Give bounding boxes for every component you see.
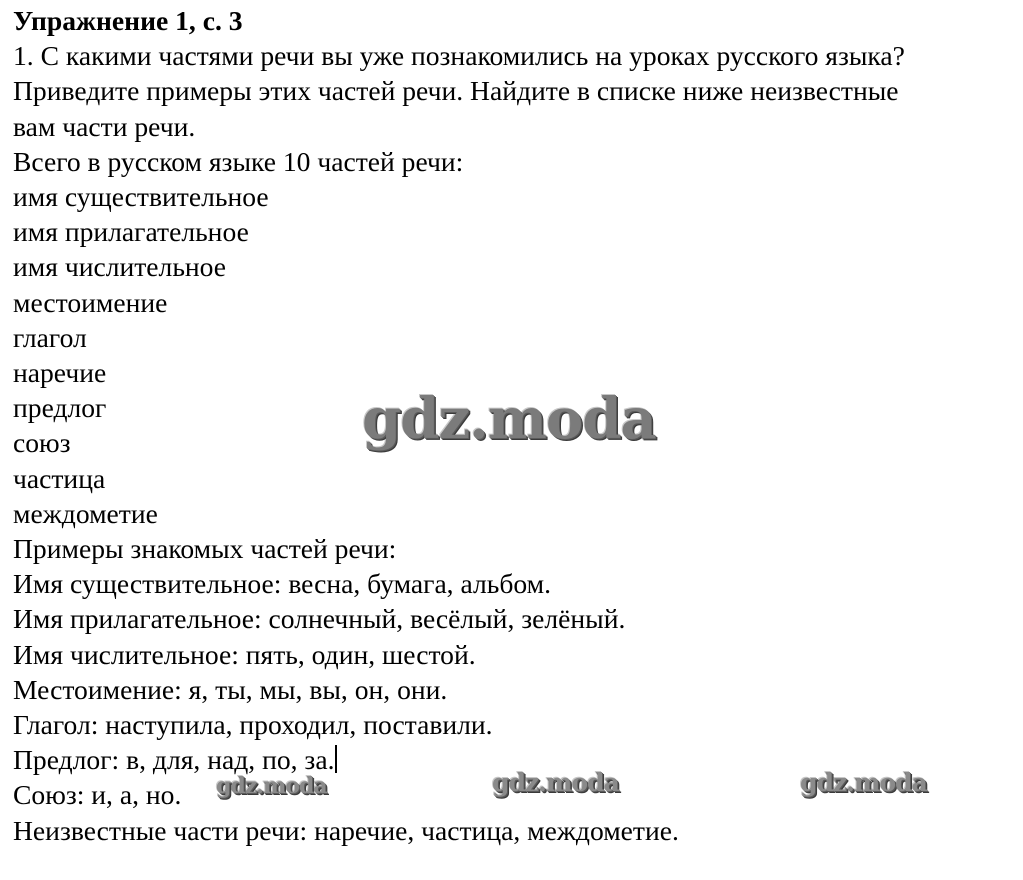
list-item: предлог [13, 392, 107, 424]
example-line: Имя прилагательное: солнечный, весёлый, зелёный. [13, 603, 626, 635]
watermark-bottom-2: gdz.moda [492, 768, 619, 797]
examples-heading: Примеры знакомых частей речи: [13, 533, 397, 565]
task-text-line-2: Приведите примеры этих частей речи. Найдите в списке ниже неизвестные [13, 75, 899, 107]
list-item: междометие [13, 497, 158, 529]
watermark-bottom-1: gdz.moda [216, 773, 327, 799]
task-text-line-1: 1. С какими частями речи вы уже познакомились на уроках русского языка? [13, 40, 905, 72]
list-item: местоимение [13, 286, 168, 318]
example-line-text: Предлог: в, для, над, по, за. [13, 744, 335, 776]
example-line: Имя числительное: пять, один, шестой. [13, 638, 476, 670]
list-item: имя прилагательное [13, 216, 249, 248]
list-item: имя числительное [13, 251, 227, 283]
list-item: наречие [13, 357, 107, 389]
example-line: Глагол: наступила, проходил, поставили. [13, 709, 493, 741]
watermark-main: gdz.moda [362, 386, 656, 452]
example-line: Местоимение: я, ты, мы, вы, он, они. [13, 673, 448, 705]
list-item: имя существительное [13, 181, 269, 213]
list-item: частица [13, 462, 106, 494]
task-text-line-3: вам части речи. [13, 110, 196, 142]
list-item: глагол [13, 321, 87, 353]
exercise-title: Упражнение 1, с. 3 [13, 5, 243, 36]
list-item: союз [13, 427, 71, 459]
answer-line: Неизвестные части речи: наречие, частица, междометие. [13, 814, 679, 846]
text-cursor [335, 745, 337, 773]
parts-of-speech-intro: Всего в русском языке 10 частей речи: [13, 145, 464, 177]
example-line: Союз: и, а, но. [13, 779, 182, 811]
watermark-bottom-3: gdz.moda [800, 768, 927, 797]
example-line: Имя существительное: весна, бумага, альбом. [13, 568, 551, 600]
